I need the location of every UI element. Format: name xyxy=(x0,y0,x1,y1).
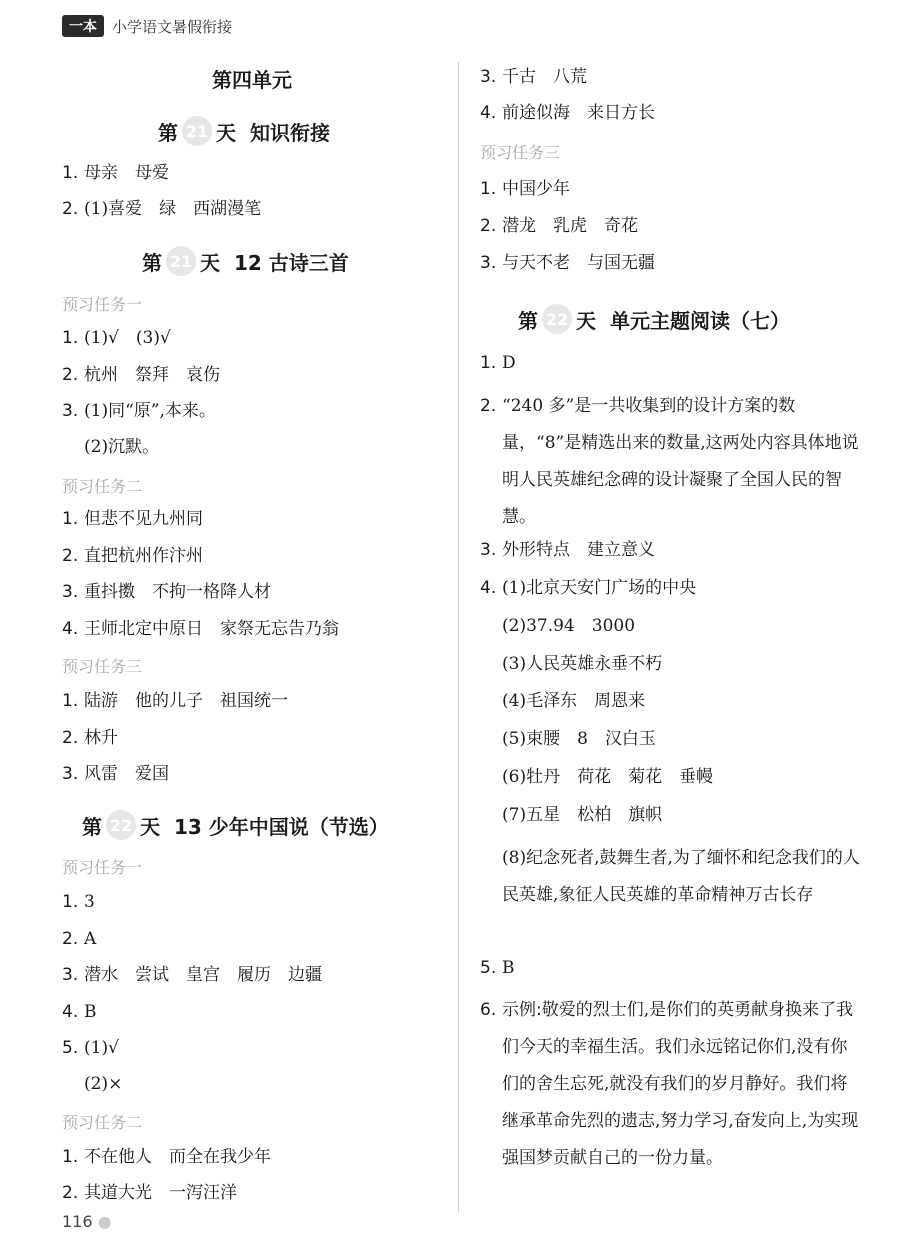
answer-line: 2. (1)喜爱 绿 西湖漫笔 xyxy=(62,199,262,219)
task-heading: 预习任务一 xyxy=(62,858,143,877)
day-22-lesson-title xyxy=(82,810,389,840)
answer-line: 1. 不在他人 而全在我少年 xyxy=(62,1147,271,1167)
answer-line: 2. 直把杭州作汴州 xyxy=(62,546,203,566)
page-header xyxy=(62,14,232,38)
answer-line: 3. 重抖擞 不拘一格降人材 xyxy=(62,582,271,602)
day-21-poems-title xyxy=(142,246,349,276)
task-heading: 预习任务三 xyxy=(62,657,143,676)
book-title: 小学语文暑假衔接 xyxy=(112,17,233,36)
answer-subline: (6)牡丹 荷花 菊花 垂幔 xyxy=(502,767,714,787)
answer-line: 2. 潜龙 乳虎 奇花 xyxy=(480,216,638,236)
day-number-badge: 21 xyxy=(182,116,212,146)
day-21-knowledge-title xyxy=(158,116,330,146)
task-heading: 预习任务二 xyxy=(62,477,143,496)
answer-line: 1. 3 xyxy=(62,892,95,912)
brand-logo: 一本 xyxy=(62,15,104,37)
answer-subline: (4)毛泽东 周恩来 xyxy=(502,691,646,711)
answer-subline: (5)束腰 8 汉白玉 xyxy=(502,729,656,749)
day-prefix: 第 xyxy=(518,308,538,333)
answer-line: 1. D xyxy=(480,353,516,373)
answer-line: 2. A xyxy=(62,929,97,949)
answer-line: 5. (1)√ xyxy=(62,1038,119,1058)
answer-line: 4. 前途似海 来日方长 xyxy=(480,103,655,123)
day-suffix: 天 xyxy=(216,120,236,145)
task-heading: 预习任务一 xyxy=(62,295,143,314)
answer-subline: (3)人民英雄永垂不朽 xyxy=(502,654,663,674)
day-subject: 12 古诗三首 xyxy=(234,250,349,275)
day-subject: 单元主题阅读（七） xyxy=(610,308,790,333)
day-subject: 13 少年中国说（节选） xyxy=(174,814,389,839)
answer-line: 1. 陆游 他的儿子 祖国统一 xyxy=(62,691,288,711)
answer-line: 2. 林升 xyxy=(62,728,118,748)
task-heading: 预习任务二 xyxy=(62,1113,143,1132)
day-prefix: 第 xyxy=(82,814,102,839)
answer-paragraph: 6. 示例:敬爱的烈士们,是你们的英勇献身换来了我们今天的幸福生活。我们永远铭记你们,没有你们的舍生忘死,就没有我们的岁月静好。我们将继承革命先烈的遗志,努力学习,奋发向上,为实现强国梦贡献自己的一份力量。 xyxy=(480,1000,859,1168)
column-divider xyxy=(458,62,459,1212)
answer-paragraph: (8)纪念死者,鼓舞生者,为了缅怀和纪念我们的人民英雄,象征人民英雄的革命精神万古长存 xyxy=(502,848,860,905)
answer-line: 2. 杭州 祭拜 哀伤 xyxy=(62,365,220,385)
answer-line: 3. 与天不老 与国无疆 xyxy=(480,253,655,273)
day-prefix: 第 xyxy=(142,250,162,275)
answer-line: 1. 但悲不见九州同 xyxy=(62,509,203,529)
day-subject: 知识衔接 xyxy=(250,120,330,145)
answer-line: 3. 潜水 尝试 皇宫 履历 边疆 xyxy=(62,965,322,985)
answer-subline: (7)五星 松柏 旗帜 xyxy=(502,805,663,825)
answer-line: 3. 千古 八荒 xyxy=(480,67,587,87)
answer-line: 3. (1)同“原”,本来。 xyxy=(62,401,216,421)
page-number: 116 ● xyxy=(62,1212,112,1231)
day-suffix: 天 xyxy=(200,250,220,275)
day-22-reading-title xyxy=(518,304,790,334)
answer-subline: (2)37.94 3000 xyxy=(502,616,636,636)
answer-subline: (2)× xyxy=(84,1074,123,1094)
day-number-badge: 21 xyxy=(166,246,196,276)
example-label: 示例: xyxy=(502,1000,542,1020)
answer-line: 1. 中国少年 xyxy=(480,179,570,199)
answer-line: 2. 其道大光 一泻汪洋 xyxy=(62,1183,237,1203)
answer-line: 4. B xyxy=(62,1002,97,1022)
day-number-badge: 22 xyxy=(106,810,136,840)
answer-subline: (2)沉默。 xyxy=(84,437,160,457)
day-suffix: 天 xyxy=(140,814,160,839)
task-heading: 预习任务三 xyxy=(480,143,561,162)
answer-line: 1. (1)√ (3)√ xyxy=(62,328,171,348)
unit-title: 第四单元 xyxy=(212,68,292,92)
answer-line: 3. 风雷 爱国 xyxy=(62,764,169,784)
day-number-badge: 22 xyxy=(542,304,572,334)
day-suffix: 天 xyxy=(576,308,596,333)
answer-line: 4. 王师北定中原日 家祭无忘告乃翁 xyxy=(62,619,339,639)
answer-line: 3. 外形特点 建立意义 xyxy=(480,540,655,560)
answer-line: 1. 母亲 母爱 xyxy=(62,163,169,183)
day-prefix: 第 xyxy=(158,120,178,145)
answer-paragraph: 2. “240 多”是一共收集到的设计方案的数量，“8”是精选出来的数量,这两处内容具体地说明人民英雄纪念碑的设计凝聚了全国人民的智慧。 xyxy=(480,396,859,527)
answer-line: 4. (1)北京天安门广场的中央 xyxy=(480,578,697,598)
answer-line: 5. B xyxy=(480,958,515,978)
